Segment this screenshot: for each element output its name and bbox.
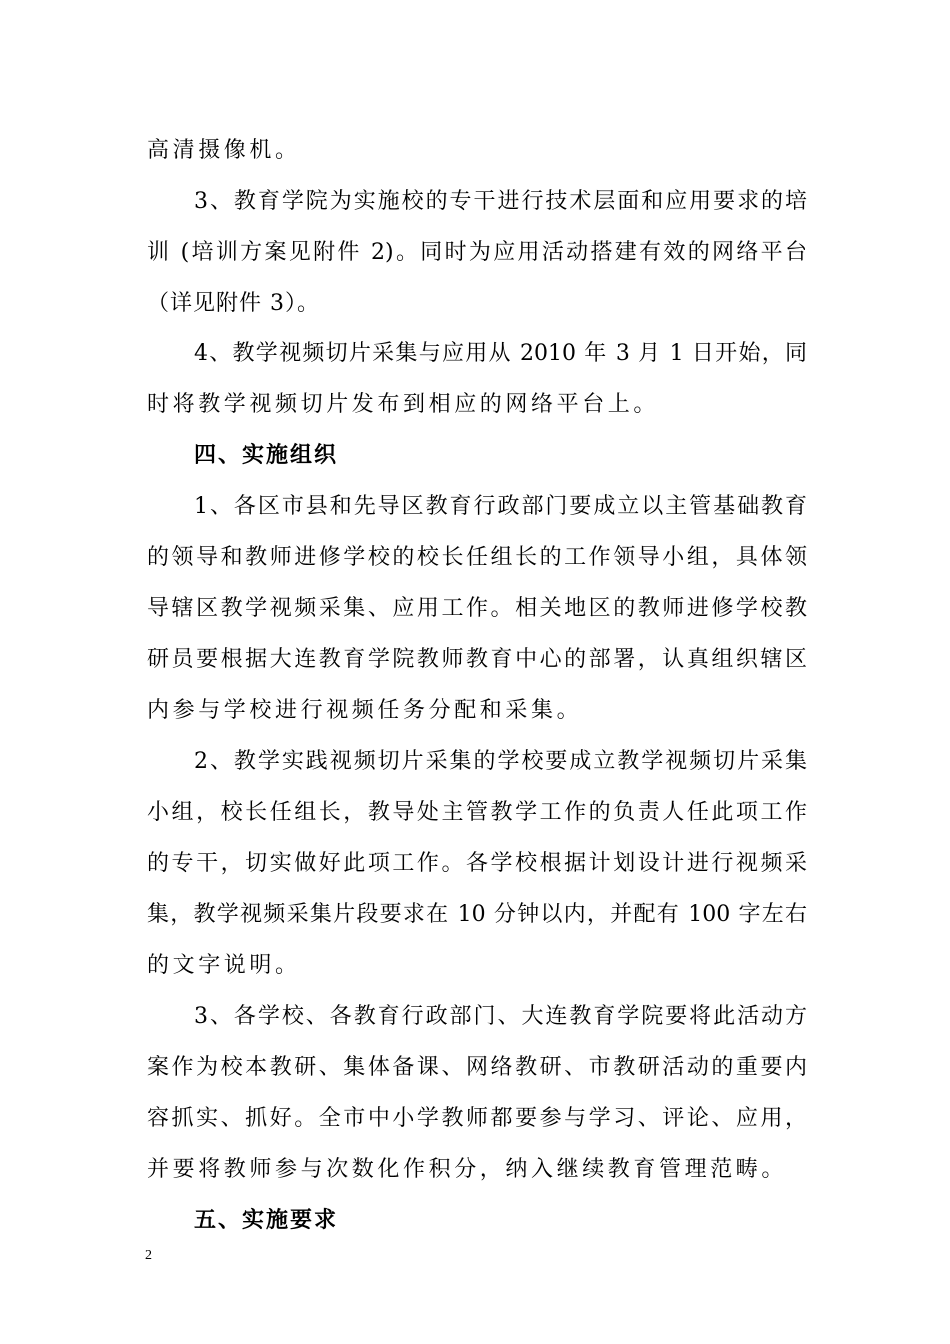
text-line: （详见附件 3）。 — [147, 291, 320, 316]
text-line: 的专干，切实做好此项工作。各学校根据计划设计进行视频采 — [147, 851, 807, 876]
text-line: 1、各区市县和先导区教育行政部门要成立以主管基础教育 — [194, 494, 807, 519]
text-line: 案作为校本教研、集体备课、网络教研、市教研活动的重要内 — [147, 1055, 807, 1080]
text-line: 集，教学视频采集片段要求在 10 分钟以内，并配有 100 字左右 — [147, 902, 807, 927]
text-line: 导辖区教学视频采集、应用工作。相关地区的教师进修学校教 — [147, 596, 807, 621]
text-line: 2、教学实践视频切片采集的学校要成立教学视频切片采集 — [194, 749, 807, 774]
section-heading: 四、实施组织 — [194, 443, 339, 468]
text-line: 4、教学视频切片采集与应用从 2010 年 3 月 1 日开始，同 — [194, 341, 807, 366]
text-line: 研员要根据大连教育学院教师教育中心的部署，认真组织辖区 — [147, 647, 807, 672]
text-line: 3、教育学院为实施校的专干进行技术层面和应用要求的培 — [194, 189, 807, 214]
text-line: 小组，校长任组长，教导处主管教学工作的负责人任此项工作 — [147, 800, 807, 825]
section-heading: 五、实施要求 — [194, 1208, 339, 1233]
text-line: 的领导和教师进修学校的校长任组长的工作领导小组，具体领 — [147, 545, 807, 570]
text-line: 并要将教师参与次数化作积分，纳入继续教育管理范畴。 — [147, 1157, 788, 1182]
text-line: 内参与学校进行视频任务分配和采集。 — [147, 698, 583, 723]
page-number: 2 — [145, 1248, 152, 1263]
text-line: 容抓实、抓好。全市中小学教师都要参与学习、评论、应用， — [147, 1106, 807, 1131]
text-line: 的文字说明。 — [147, 953, 301, 978]
text-line: 训 (培训方案见附件 2)。同时为应用活动搭建有效的网络平台 — [147, 240, 807, 265]
text-line: 高清摄像机。 — [147, 138, 301, 163]
text-line: 3、各学校、各教育行政部门、大连教育学院要将此活动方 — [194, 1004, 807, 1029]
text-line: 时将教学视频切片发布到相应的网络平台上。 — [147, 392, 660, 417]
